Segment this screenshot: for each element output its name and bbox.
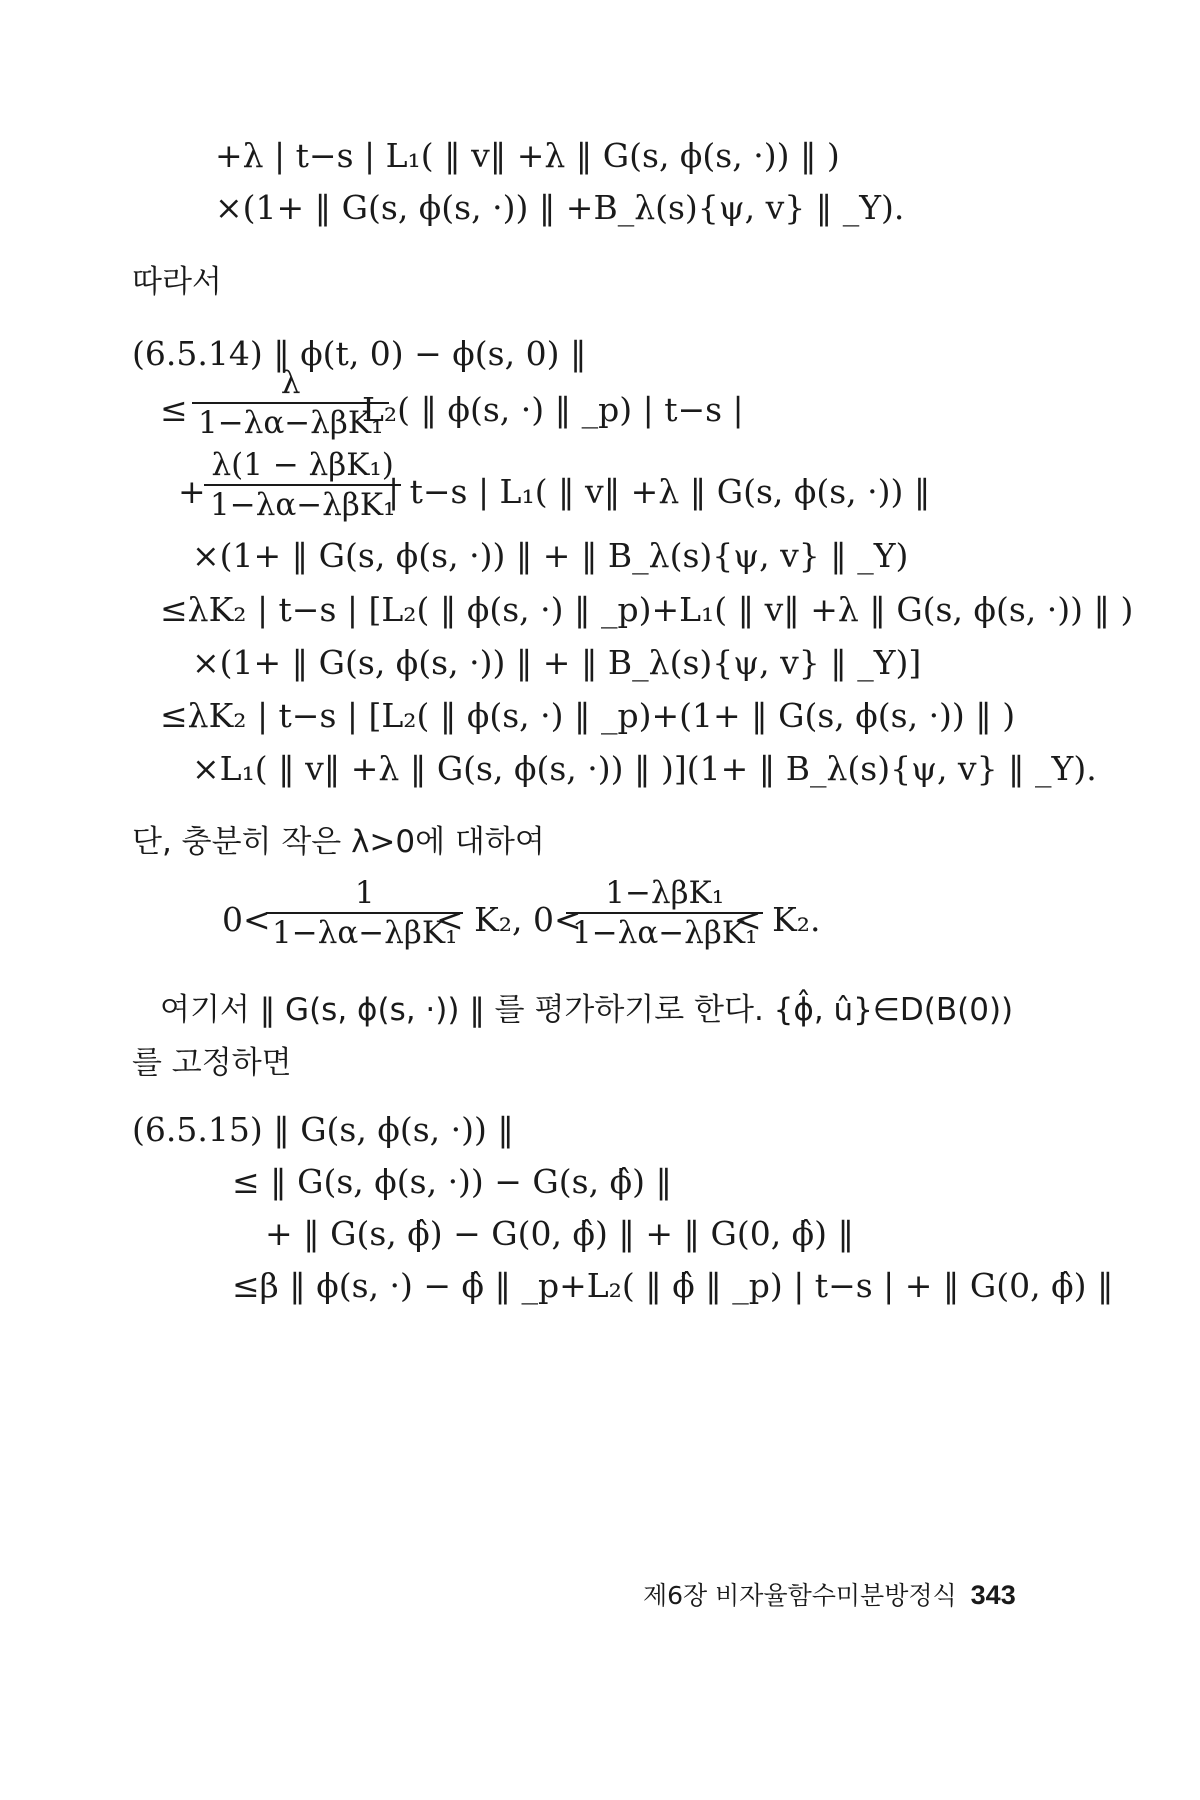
numerator: λ (280, 365, 301, 401)
equation-line: ≤λK₂ | t−s | [L₂( ‖ ϕ(s, ·) ‖ _p)+L₁( ‖ v‖ +λ ‖ G(s, ϕ(s, ·)) ‖ ) (160, 590, 1134, 629)
equation-line: ×(1+ ‖ G(s, ϕ(s, ·)) ‖ + ‖ B_λ(s){ψ, v} ‖ _Y) (192, 536, 909, 575)
equation-label-6-5-15: (6.5.15) ‖ G(s, ϕ(s, ·)) ‖ (132, 1110, 514, 1149)
page-number: 343 (970, 1580, 1016, 1610)
equation-line: + (178, 472, 206, 511)
page-footer (643, 1580, 1016, 1611)
equation-line: ≤λK₂ | t−s | [L₂( ‖ ϕ(s, ·) ‖ _p)+(1+ ‖ G(s, ϕ(s, ·)) ‖ ) (160, 696, 1016, 735)
denominator: 1−λα−λβK₁ (272, 915, 458, 951)
denominator: 1−λα−λβK₁ (198, 405, 384, 441)
numerator: λ(1 − λβK₁) (211, 447, 394, 483)
equation-line: ≤ (160, 390, 188, 429)
equation-line: ≤ ‖ G(s, ϕ(s, ·)) − G(s, ϕ̂) ‖ (232, 1162, 672, 1201)
fraction (192, 364, 389, 442)
equation-line: | t−s | L₁( ‖ v‖ +λ ‖ G(s, ϕ(s, ·)) ‖ (388, 472, 931, 511)
equation-line: ×(1+ ‖ G(s, ϕ(s, ·)) ‖ + ‖ B_λ(s){ψ, v} ‖ _Y)] (192, 643, 922, 682)
equation-line: 0< (222, 900, 271, 939)
chapter-title: 제6장 비자율함수미분방정식 (643, 1581, 957, 1610)
denominator: 1−λα−λβK₁ (210, 487, 396, 523)
fraction (266, 874, 463, 952)
equation-line: < K₂, 0< (436, 900, 582, 939)
equation-label-6-5-14: (6.5.14) ‖ ϕ(t, 0) − ϕ(s, 0) ‖ (132, 334, 587, 373)
equation-line: +λ | t−s | L₁( ‖ v‖ +λ ‖ G(s, ϕ(s, ·)) ‖ ) (215, 136, 840, 175)
equation-line: ≤β ‖ ϕ(s, ·) − ϕ̂ ‖ _p+L₂( ‖ ϕ̂ ‖ _p) | t−s | + ‖ G(0, ϕ̂) ‖ (232, 1266, 1114, 1305)
equation-line: + ‖ G(s, ϕ̂) − G(0, ϕ̂) ‖ + ‖ G(0, ϕ̂) ‖ (265, 1214, 855, 1253)
equation-line: < K₂. (734, 900, 821, 939)
fraction (204, 446, 401, 524)
paragraph-text: 따라서 (132, 264, 222, 300)
equation-line: L₂( ‖ ϕ(s, ·) ‖ _p) | t−s | (362, 390, 744, 429)
numerator: 1 (354, 875, 375, 911)
equation-line: ×(1+ ‖ G(s, ϕ(s, ·)) ‖ +B_λ(s){ψ, v} ‖ _Y). (215, 188, 905, 227)
paragraph-text: 단, 충분히 작은 λ>0에 대하여 (132, 824, 545, 860)
denominator: 1−λα−λβK₁ (572, 915, 758, 951)
equation-line: ×L₁( ‖ v‖ +λ ‖ G(s, ϕ(s, ·)) ‖ )](1+ ‖ B_λ(s){ψ, v} ‖ _Y). (192, 749, 1097, 788)
paragraph-text: 여기서 ‖ G(s, ϕ(s, ·)) ‖ 를 평가하기로 한다. {ϕ̂, û}∈D(B(0)) (160, 992, 1014, 1028)
numerator: 1−λβK₁ (605, 875, 725, 911)
paragraph-text: 를 고정하면 (132, 1045, 292, 1081)
